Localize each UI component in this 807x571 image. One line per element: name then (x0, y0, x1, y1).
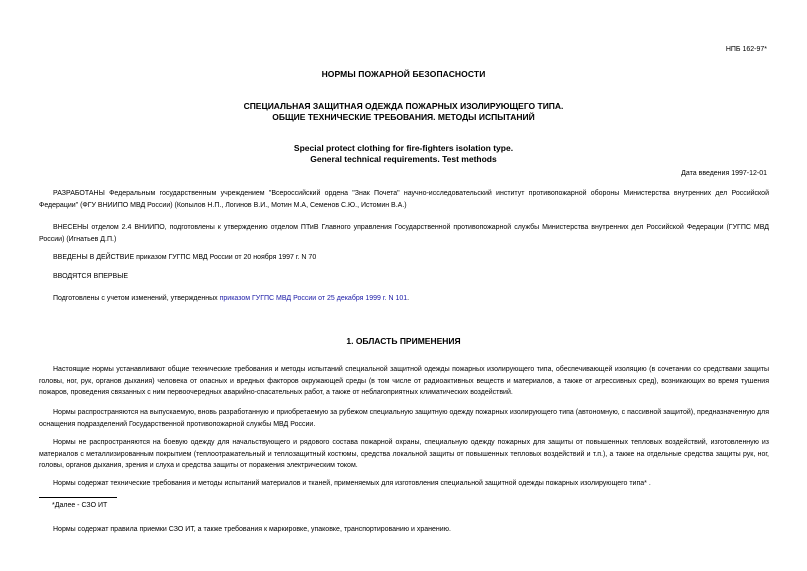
prepared-prefix: Подготовлены с учетом изменений, утвержденных (53, 295, 220, 302)
paragraph-text: Нормы распространяются на выпускаемую, вновь разработанную и приобретаемую за рубежом специальную защитную одежду пожарных изолирующего типа (автономную, с пассивной защитой), предназначенную для оснащения подразделений Государственной противопожарной службы МВД России. (39, 409, 769, 428)
developed-text: РАЗРАБОТАНЫ Федеральным государственным учреждением "Всероссийский ордена "Знак Почета" научно-исследовательский институт противопожарной обороны Министерства внутренних дел Российской Федерации" (ФГУ ВНИИПО МВД России) (Копылов Н.П., Логинов В.И., Мотин М.А, Семенов С.Ю., Истомин В.А.) (39, 190, 769, 209)
prepared-suffix: . (407, 295, 410, 302)
preamble-first-time (39, 271, 769, 283)
title-ru-line-1: СПЕЦИАЛЬНАЯ ЗАЩИТНАЯ ОДЕЖДА ПОЖАРНЫХ ИЗОЛИРУЮЩЕГО ТИПА. (243, 101, 564, 111)
title-ru-line-2: ОБЩИЕ ТЕХНИЧЕСКИЕ ТРЕБОВАНИЯ. МЕТОДЫ ИСПЫТАНИЙ (272, 112, 535, 122)
title-en-line-2: General technical requirements. Test methods (310, 154, 497, 164)
submitted-text: ВНЕСЕНЫ отделом 2.4 ВНИИПО, подготовлены к утверждению отделом ПТиВ Главного управления Государственной противопожарной службы Министерства внутренних дел Российской Федерации (ГУГПС МВД России) (Игнатьев Д.П.) (39, 224, 769, 243)
footnote: *Далее - СЗО ИТ (52, 502, 108, 509)
footnote-separator (39, 497, 117, 498)
preamble-enacted (39, 252, 769, 264)
paragraph-text: Настоящие нормы устанавливают общие технические требования и методы испытаний специальной защитной одежды пожарных изолирующего типа, обеспечивающей изоляцию (в сочетании со средствами защиты головы, ног, рук, органов дыхания) человека от опасных и вредных факторов окружающей среды (в том числе от радиоактивных веществ и материалов, а также от агрессивных сред), возникающих во время тушения пожаров, проведения связанных с ним первоочередных аварийно-спасательных работ, а также от неблагоприятных климатических воздействий. (39, 366, 769, 396)
preamble-developed (39, 188, 769, 211)
section-1-paragraph-4 (39, 478, 769, 490)
introduction-date: Дата введения 1997-12-01 (681, 170, 767, 177)
title-en-line-1: Special protect clothing for fire-fighters isolation type. (293, 143, 514, 153)
section-1-paragraph-2 (39, 407, 769, 430)
preamble-prepared (39, 293, 769, 305)
document-heading: НОРМЫ ПОЖАРНОЙ БЕЗОПАСНОСТИ (321, 69, 486, 79)
paragraph-text: Нормы содержат правила приемки СЗО ИТ, а также требования к маркировке, упаковке, транспортированию и хранению. (53, 526, 451, 533)
document-title-en (0, 143, 807, 165)
paragraph-text: Нормы содержат технические требования и методы испытаний материалов и тканей, применяемых для изготовления специальной защитной одежды пожарных изолирующего типа* . (53, 480, 651, 487)
document-code: НПБ 162-97* (725, 46, 767, 53)
amendment-order-link[interactable]: приказом ГУГПС МВД России от 25 декабря 1999 г. N 101 (219, 295, 408, 302)
section-1-paragraph-5 (39, 524, 769, 536)
paragraph-text: Нормы не распространяются на боевую одежду для начальствующего и рядового состава пожарной охраны, специальную одежду пожарных для защиты от повышенных тепловых воздействий, изготовленную из материалов с металлизированным покрытием (теплоотражательный и теплозащитный костюмы, средства локальной защиты от повышенных тепловых воздействий и т.п.), а также на отдельные средства защиты рук, ног, головы, органов дыхания, зрения и слуха и средства защиты от поражения электрическим током. (39, 439, 769, 469)
document-title-ru (0, 101, 807, 123)
section-1-paragraph-3 (39, 437, 769, 472)
first-time-text: ВВОДЯТСЯ ВПЕРВЫЕ (53, 273, 129, 280)
section-1-title: 1. ОБЛАСТЬ ПРИМЕНЕНИЯ (346, 336, 461, 346)
section-1-paragraph-1 (39, 364, 769, 399)
enacted-text: ВВЕДЕНЫ В ДЕЙСТВИЕ приказом ГУГПС МВД России от 20 ноября 1997 г. N 70 (53, 254, 317, 261)
preamble-submitted (39, 222, 769, 245)
